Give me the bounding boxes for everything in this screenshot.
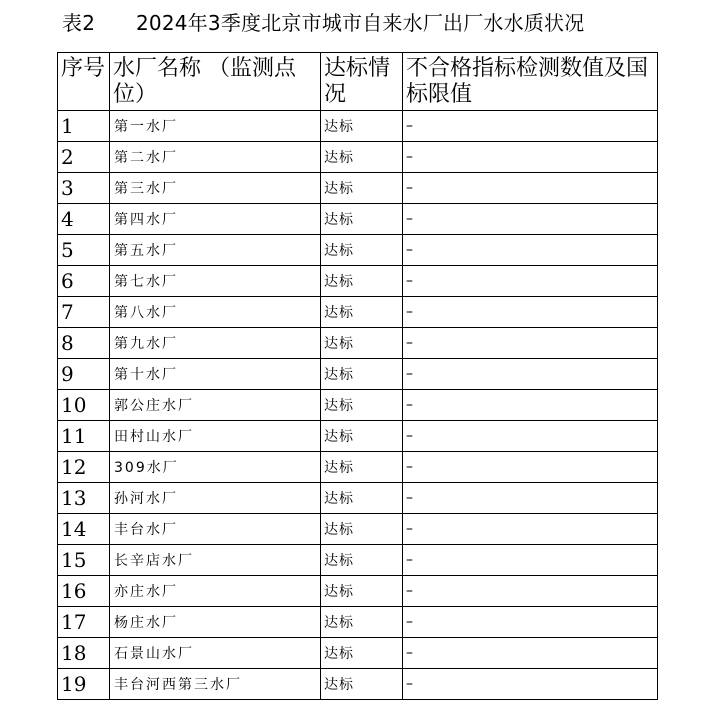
cell-limit: – [403, 452, 658, 483]
cell-status: 达标 [321, 359, 403, 390]
table-header-row [58, 53, 658, 111]
cell-status: 达标 [321, 452, 403, 483]
cell-status: 达标 [321, 421, 403, 452]
water-quality-table [57, 52, 658, 700]
cell-seq: 4 [58, 204, 110, 235]
cell-limit: – [403, 266, 658, 297]
header-limit: 不合格指标检测数值及国标限值 [403, 53, 658, 111]
cell-seq: 5 [58, 235, 110, 266]
table-row [58, 390, 658, 421]
cell-plant-name: 第四水厂 [110, 204, 321, 235]
cell-plant-name: 第五水厂 [110, 235, 321, 266]
cell-limit: – [403, 235, 658, 266]
cell-seq: 12 [58, 452, 110, 483]
table-row [58, 514, 658, 545]
cell-plant-name: 亦庄水厂 [110, 576, 321, 607]
cell-status: 达标 [321, 669, 403, 700]
cell-status: 达标 [321, 297, 403, 328]
cell-plant-name: 丰台河西第三水厂 [110, 669, 321, 700]
cell-seq: 8 [58, 328, 110, 359]
cell-limit: – [403, 607, 658, 638]
table-row [58, 266, 658, 297]
table-row [58, 235, 658, 266]
cell-plant-name: 石景山水厂 [110, 638, 321, 669]
cell-plant-name: 第九水厂 [110, 328, 321, 359]
cell-status: 达标 [321, 483, 403, 514]
cell-limit: – [403, 111, 658, 142]
cell-plant-name: 孙河水厂 [110, 483, 321, 514]
cell-status: 达标 [321, 235, 403, 266]
cell-status: 达标 [321, 142, 403, 173]
cell-limit: – [403, 390, 658, 421]
cell-seq: 13 [58, 483, 110, 514]
cell-seq: 16 [58, 576, 110, 607]
cell-limit: – [403, 297, 658, 328]
table-row [58, 638, 658, 669]
cell-seq: 10 [58, 390, 110, 421]
cell-plant-name: 第三水厂 [110, 173, 321, 204]
table-row [58, 576, 658, 607]
cell-seq: 1 [58, 111, 110, 142]
table-row [58, 421, 658, 452]
cell-limit: – [403, 142, 658, 173]
cell-seq: 15 [58, 545, 110, 576]
cell-plant-name: 杨庄水厂 [110, 607, 321, 638]
cell-seq: 14 [58, 514, 110, 545]
table-body [58, 111, 658, 700]
header-name: 水厂名称 （监测点位） [110, 53, 321, 111]
cell-plant-name: 长辛店水厂 [110, 545, 321, 576]
cell-plant-name: 第二水厂 [110, 142, 321, 173]
cell-status: 达标 [321, 204, 403, 235]
cell-seq: 19 [58, 669, 110, 700]
cell-limit: – [403, 204, 658, 235]
table-row [58, 452, 658, 483]
cell-status: 达标 [321, 576, 403, 607]
cell-status: 达标 [321, 390, 403, 421]
cell-limit: – [403, 669, 658, 700]
cell-seq: 3 [58, 173, 110, 204]
cell-plant-name: 第七水厂 [110, 266, 321, 297]
table-title-text: 2024年3季度北京市城市自来水厂出厂水水质状况 [136, 11, 585, 35]
cell-status: 达标 [321, 266, 403, 297]
cell-limit: – [403, 173, 658, 204]
cell-status: 达标 [321, 607, 403, 638]
table-row [58, 483, 658, 514]
cell-limit: – [403, 576, 658, 607]
cell-seq: 6 [58, 266, 110, 297]
table-row [58, 669, 658, 700]
header-seq: 序号 [58, 53, 110, 111]
cell-seq: 7 [58, 297, 110, 328]
cell-limit: – [403, 483, 658, 514]
cell-plant-name: 田村山水厂 [110, 421, 321, 452]
table-number: 表2 [62, 11, 96, 35]
cell-status: 达标 [321, 328, 403, 359]
cell-plant-name: 丰台水厂 [110, 514, 321, 545]
cell-plant-name: 郭公庄水厂 [110, 390, 321, 421]
cell-seq: 18 [58, 638, 110, 669]
table-row [58, 328, 658, 359]
table-row [58, 173, 658, 204]
cell-limit: – [403, 545, 658, 576]
cell-seq: 2 [58, 142, 110, 173]
cell-limit: – [403, 328, 658, 359]
table-row [58, 607, 658, 638]
header-status: 达标情况 [321, 53, 403, 111]
cell-limit: – [403, 638, 658, 669]
cell-plant-name: 第十水厂 [110, 359, 321, 390]
table-row [58, 545, 658, 576]
page-title [62, 8, 584, 38]
cell-status: 达标 [321, 173, 403, 204]
cell-seq: 11 [58, 421, 110, 452]
table-row [58, 111, 658, 142]
cell-status: 达标 [321, 514, 403, 545]
cell-status: 达标 [321, 111, 403, 142]
cell-status: 达标 [321, 638, 403, 669]
cell-limit: – [403, 514, 658, 545]
cell-limit: – [403, 359, 658, 390]
cell-plant-name: 309水厂 [110, 452, 321, 483]
cell-status: 达标 [321, 545, 403, 576]
cell-seq: 9 [58, 359, 110, 390]
table-row [58, 297, 658, 328]
cell-plant-name: 第一水厂 [110, 111, 321, 142]
table-row [58, 142, 658, 173]
cell-plant-name: 第八水厂 [110, 297, 321, 328]
cell-limit: – [403, 421, 658, 452]
table-row [58, 359, 658, 390]
cell-seq: 17 [58, 607, 110, 638]
table-row [58, 204, 658, 235]
